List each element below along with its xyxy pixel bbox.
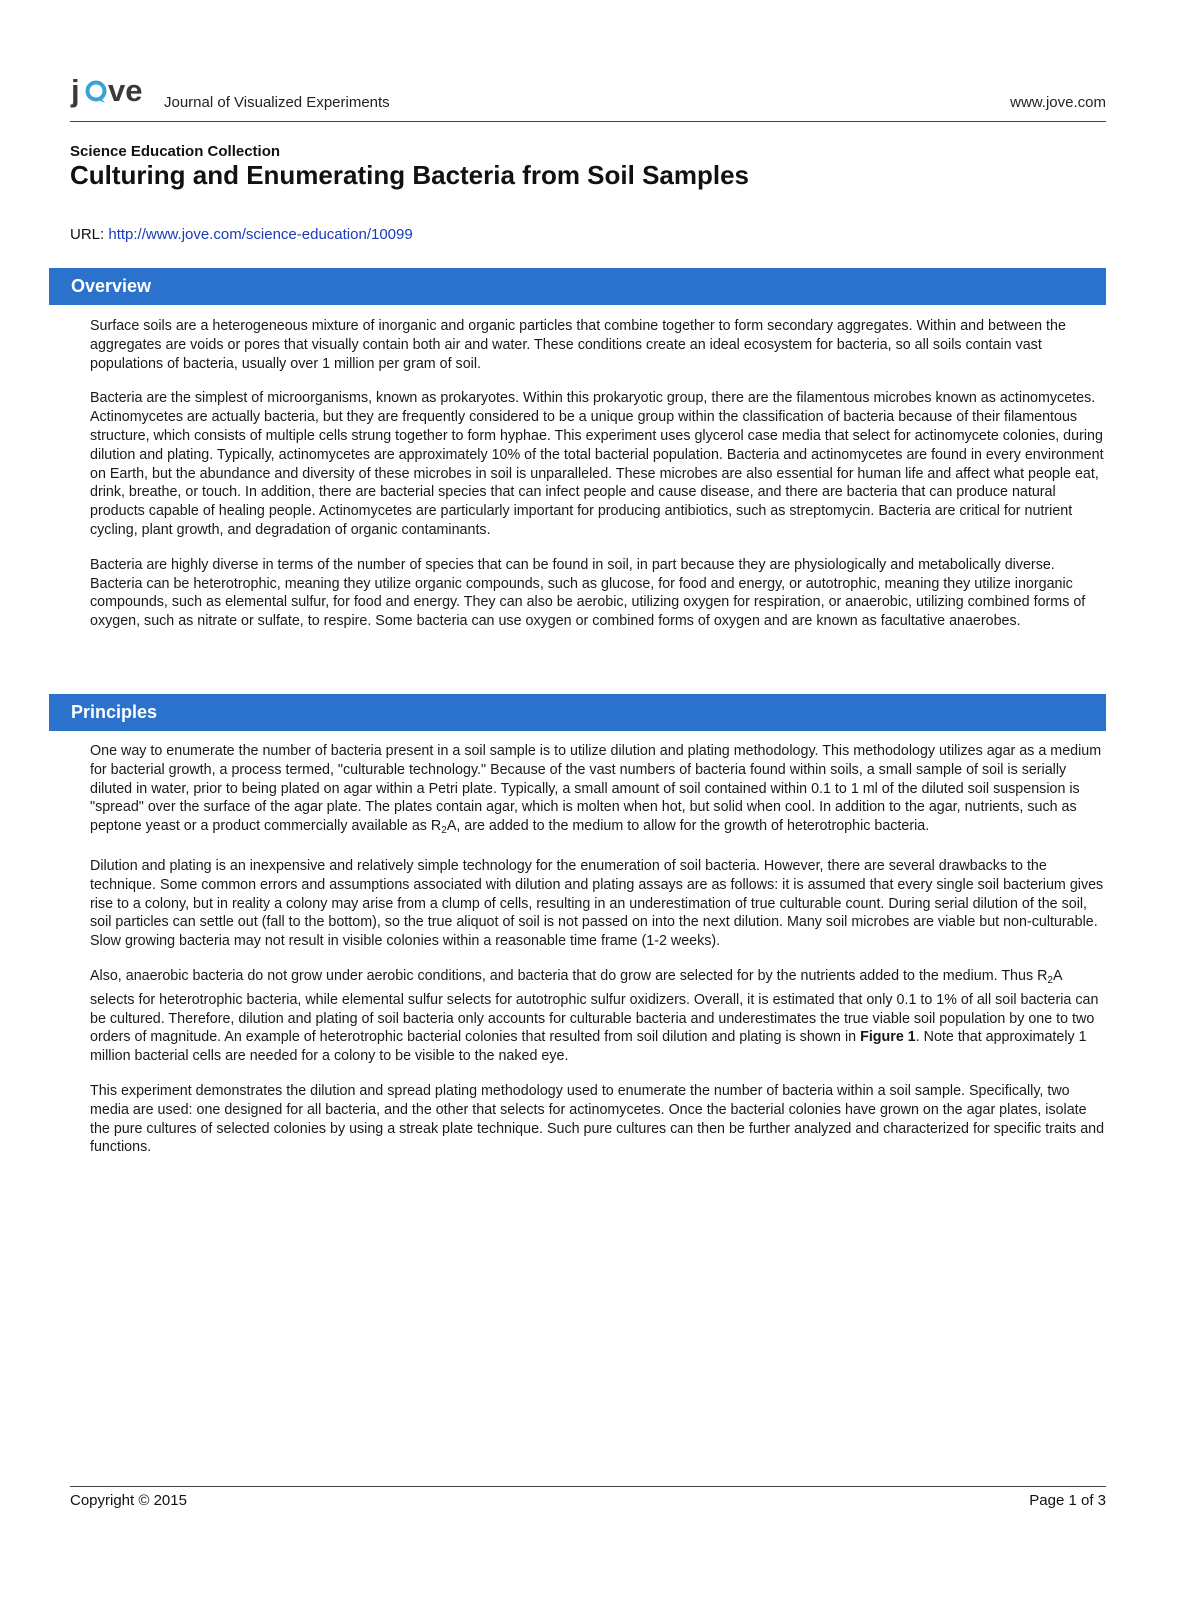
paragraph-text: A selects for heterotrophic bacteria, while elemental sulfur selects for autotrophic sulfur oxidizers. Overall, it is estimated that only 0.1 to 1% of all soil bacteria can be cultured. Therefore, dilution and plating of soil bacteria only accounts for culturable bacteria and underestimates the true viable soil population by one to two orders of magnitude. An example of heterotrophic bacterial colonies that resulted from soil dilution and plating is shown in [90,967,1099,1046]
page-header [70,74,1106,122]
principles-paragraph [90,967,1106,1066]
url-label: URL: [70,226,105,243]
paragraph-text: A, are added to the medium to allow for the growth of heterotrophic bacteria. [446,818,930,835]
subscript: 2 [1047,974,1053,986]
principles-body [90,742,1106,1173]
page-number: Page 1 of 3 [1029,1492,1106,1509]
principles-paragraph [90,742,1106,841]
principles-heading: Principles [49,694,1106,731]
subscript: 2 [441,825,447,837]
overview-paragraph: Surface soils are a heterogeneous mixture of inorganic and organic particles that combine together to form secondary aggregates. Within and between the aggregates are voids or pores that visually contain both air and water. These conditions create an ideal ecosystem for bacteria, so all soils contain vast populations of bacteria, usually over 1 million per gram of soil. [90,318,1066,372]
principles-paragraph: This experiment demonstrates the dilution and spread plating methodology used to enumerate the number of bacteria within a soil sample. Specifically, two media are used: one designed for all bacteria, and the other that selects for actinomycetes. Once the bacterial colonies have grown on the agar plates, isolate the pure cultures of selected colonies by using a streak plate technique. Such pure cultures can then be further analyzed and characterized for specific traits and functions. [90,1082,1105,1156]
journal-name: Journal of Visualized Experiments [164,94,390,111]
svg-text:j: j [71,74,80,108]
overview-heading: Overview [49,268,1106,305]
jove-logo [70,74,156,114]
article-title: Culturing and Enumerating Bacteria from Soil Samples [70,160,750,190]
copyright: Copyright © 2015 [70,1492,187,1509]
site-url-link[interactable]: www.jove.com [1010,94,1106,111]
header-divider [70,121,1106,122]
article-url-line [70,226,413,243]
overview-paragraph: Bacteria are the simplest of microorganisms, known as prokaryotes. Within this prokaryotic group, there are the filamentous microbes known as actinomycetes. Actinomycetes are actually bacteria, but they are frequently considered to be a unique group within the classification of bacteria because of their filamentous structure, which consists of multiple cells strung together to form hyphae. This experiment uses glycerol case media that select for actinomycete colonies, during dilution and plating. Typically, actinomycetes are approximately 10% of the total bacterial population. Bacteria and actinomycetes are found in every environment on Earth, but the abundance and diversity of these microbes in soil is unparalleled. These microbes are also essential for human life and affect what people eat, drink, breathe, or touch. In addition, there are bacterial species that can infect people and cause disease, and there are bacteria that can produce natural products capable of healing people. Actinomycetes are particularly important for producing antibiotics, such as streptomycin. Bacteria are critical for nutrient cycling, plant growth, and degradation of organic contaminants. [90,390,1104,538]
overview-body [90,317,1106,647]
svg-text:ve: ve [108,74,143,108]
figure-reference: Figure 1 [860,1029,916,1046]
paragraph-text: Also, anaerobic bacteria do not grow under aerobic conditions, and bacteria that do grow are selected for by the nutrients added to the medium. Thus R [90,967,1048,984]
footer-divider [70,1486,1106,1487]
principles-paragraph: Dilution and plating is an inexpensive and relatively simple technology for the enumeration of soil bacteria. However, there are several drawbacks to the technique. Some common errors and assumptions associated with dilution and plating assays are as follows: it is assumed that every single soil bacterium gives rise to a colony, but in reality a colony may arise from a clump of cells, resulting in an underestimation of true culturable count. During serial dilution of the soil, soil particles can settle out (fall to the bottom), so the true aliquot of soil is not passed on into the next dilution. Many soil microbes are viable but non-culturable. Slow growing bacteria may not result in visible colonies within a reasonable time frame (1-2 weeks). [90,857,1104,950]
collection-label: Science Education Collection [70,143,281,160]
paragraph-text: . Note that approximately 1 million bacterial cells are needed for a colony to be visible to the naked eye. [90,1029,1087,1065]
overview-paragraph: Bacteria are highly diverse in terms of the number of species that can be found in soil, in part because they are physiologically and metabolically diverse. Bacteria can be heterotrophic, meaning they utilize organic compounds, such as glucose, for food and energy, or autotrophic, meaning they utilize inorganic compounds, such as elemental sulfur, for food and energy. They can also be aerobic, utilizing oxygen for respiration, or anaerobic, utilizing combined forms of oxygen, such as nitrate or sulfate, to respire. Some bacteria can use oxygen or combined forms of oxygen and are known as facultative anaerobes. [90,556,1086,630]
article-url-link[interactable]: http://www.jove.com/science-education/10099 [108,226,413,243]
paragraph-text: One way to enumerate the number of bacteria present in a soil sample is to utilize dilution and plating methodology. This methodology utilizes agar as a medium for bacterial growth, a process termed, "culturable technology." Because of the vast numbers of bacteria found within soils, a small sample of soil is serially diluted in water, prior to being plated on agar within a Petri plate. Typically, a small amount of soil contained within 0.1 to 1 ml of the diluted soil suspension is "spread" over the surface of the agar plate. The plates contain agar, which is molten when hot, but solid when cool. In addition to the agar, nutrients, such as peptone yeast or a product commercially available as R [90,743,1102,835]
